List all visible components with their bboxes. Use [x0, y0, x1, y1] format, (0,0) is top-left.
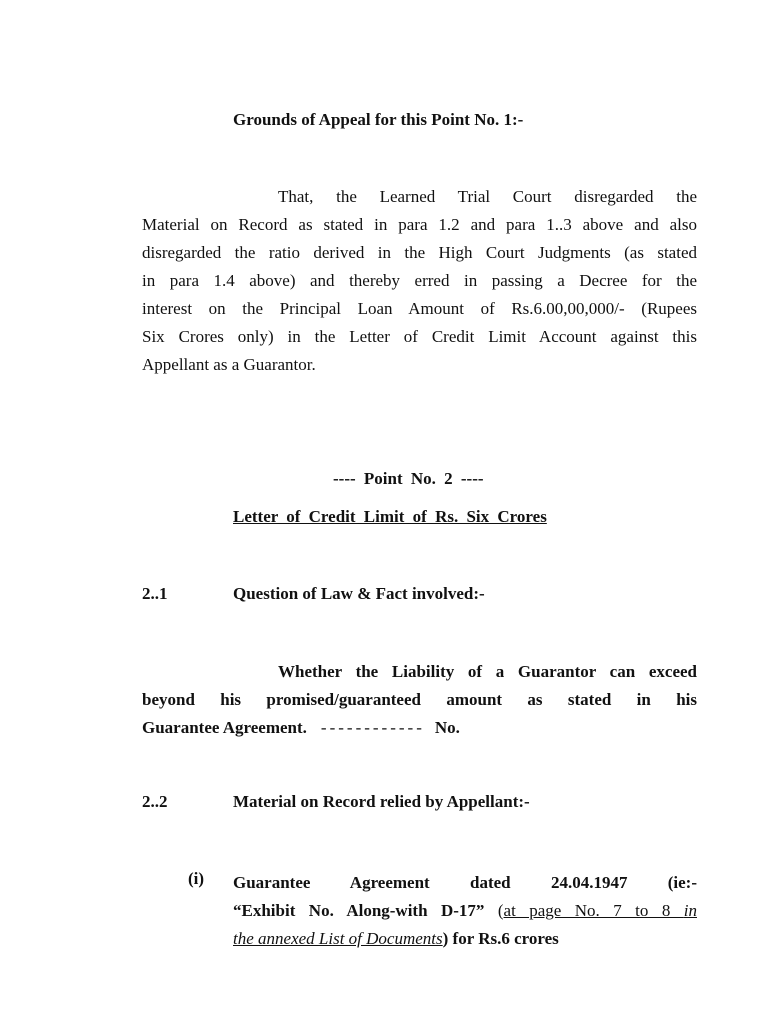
- paragraph-line: [142, 714, 697, 742]
- section-2-2-number: 2..2: [142, 792, 168, 811]
- guarantee-agreement-text: Guarantee Agreement.: [142, 718, 307, 737]
- paragraph-line: Six Crores only) in the Letter of Credit Limit Account against this: [142, 327, 697, 346]
- paragraph-line: in para 1.4 above) and thereby erred in passing a Decree for the: [142, 271, 697, 290]
- section-2-1-number: 2..1: [142, 584, 168, 603]
- question-paragraph: [142, 658, 697, 742]
- page-ref-text: at page No. 7 to 8: [503, 901, 684, 920]
- paragraph-line: Material on Record as stated in para 1.2 and para 1..3 above and also: [142, 215, 697, 234]
- point-2-label: ---- Point No. 2 ----: [333, 469, 484, 488]
- item-i-number: (i): [188, 869, 205, 888]
- section-2-1-title: Question of Law & Fact involved:-: [233, 584, 485, 603]
- item-i-body: [233, 869, 697, 953]
- paragraph-line: disregarded the ratio derived in the High Court Judgments (as stated: [142, 243, 697, 262]
- grounds-paragraph: [142, 183, 697, 379]
- paragraph-line: That, the Learned Trial Court disregarded the: [278, 187, 697, 206]
- page-ref-italic: in: [683, 901, 697, 920]
- paragraph-line: beyond his promised/guaranteed amount as stated in his: [142, 690, 697, 709]
- paragraph-line: Whether the Liability of a Guarantor can exceed: [278, 662, 697, 681]
- page-ref: [504, 901, 697, 920]
- point-2-title: Letter of Credit Limit of Rs. Six Crores: [233, 507, 547, 526]
- documents-ref: the annexed List of Documents: [233, 929, 443, 948]
- open-paren: (: [484, 901, 504, 920]
- answer-text: No.: [434, 718, 460, 737]
- item-line: Guarantee Agreement dated 24.04.1947 (ie:-: [233, 873, 697, 892]
- grounds-heading: Grounds of Appeal for this Point No. 1:-: [233, 110, 524, 129]
- item-line: [233, 925, 697, 953]
- paragraph-line: Appellant as a Guarantor.: [142, 355, 316, 374]
- section-2-2-title: Material on Record relied by Appellant:-: [233, 792, 530, 811]
- exhibit-ref: “Exhibit No. Along-with D-17”: [233, 901, 485, 920]
- paragraph-line: interest on the Principal Loan Amount of Rs.6.00,00,000/- (Rupees: [142, 299, 697, 318]
- item-line: [233, 897, 697, 925]
- amount-text: ) for Rs.6 crores: [442, 929, 559, 948]
- dash-leader: ------------: [320, 718, 425, 737]
